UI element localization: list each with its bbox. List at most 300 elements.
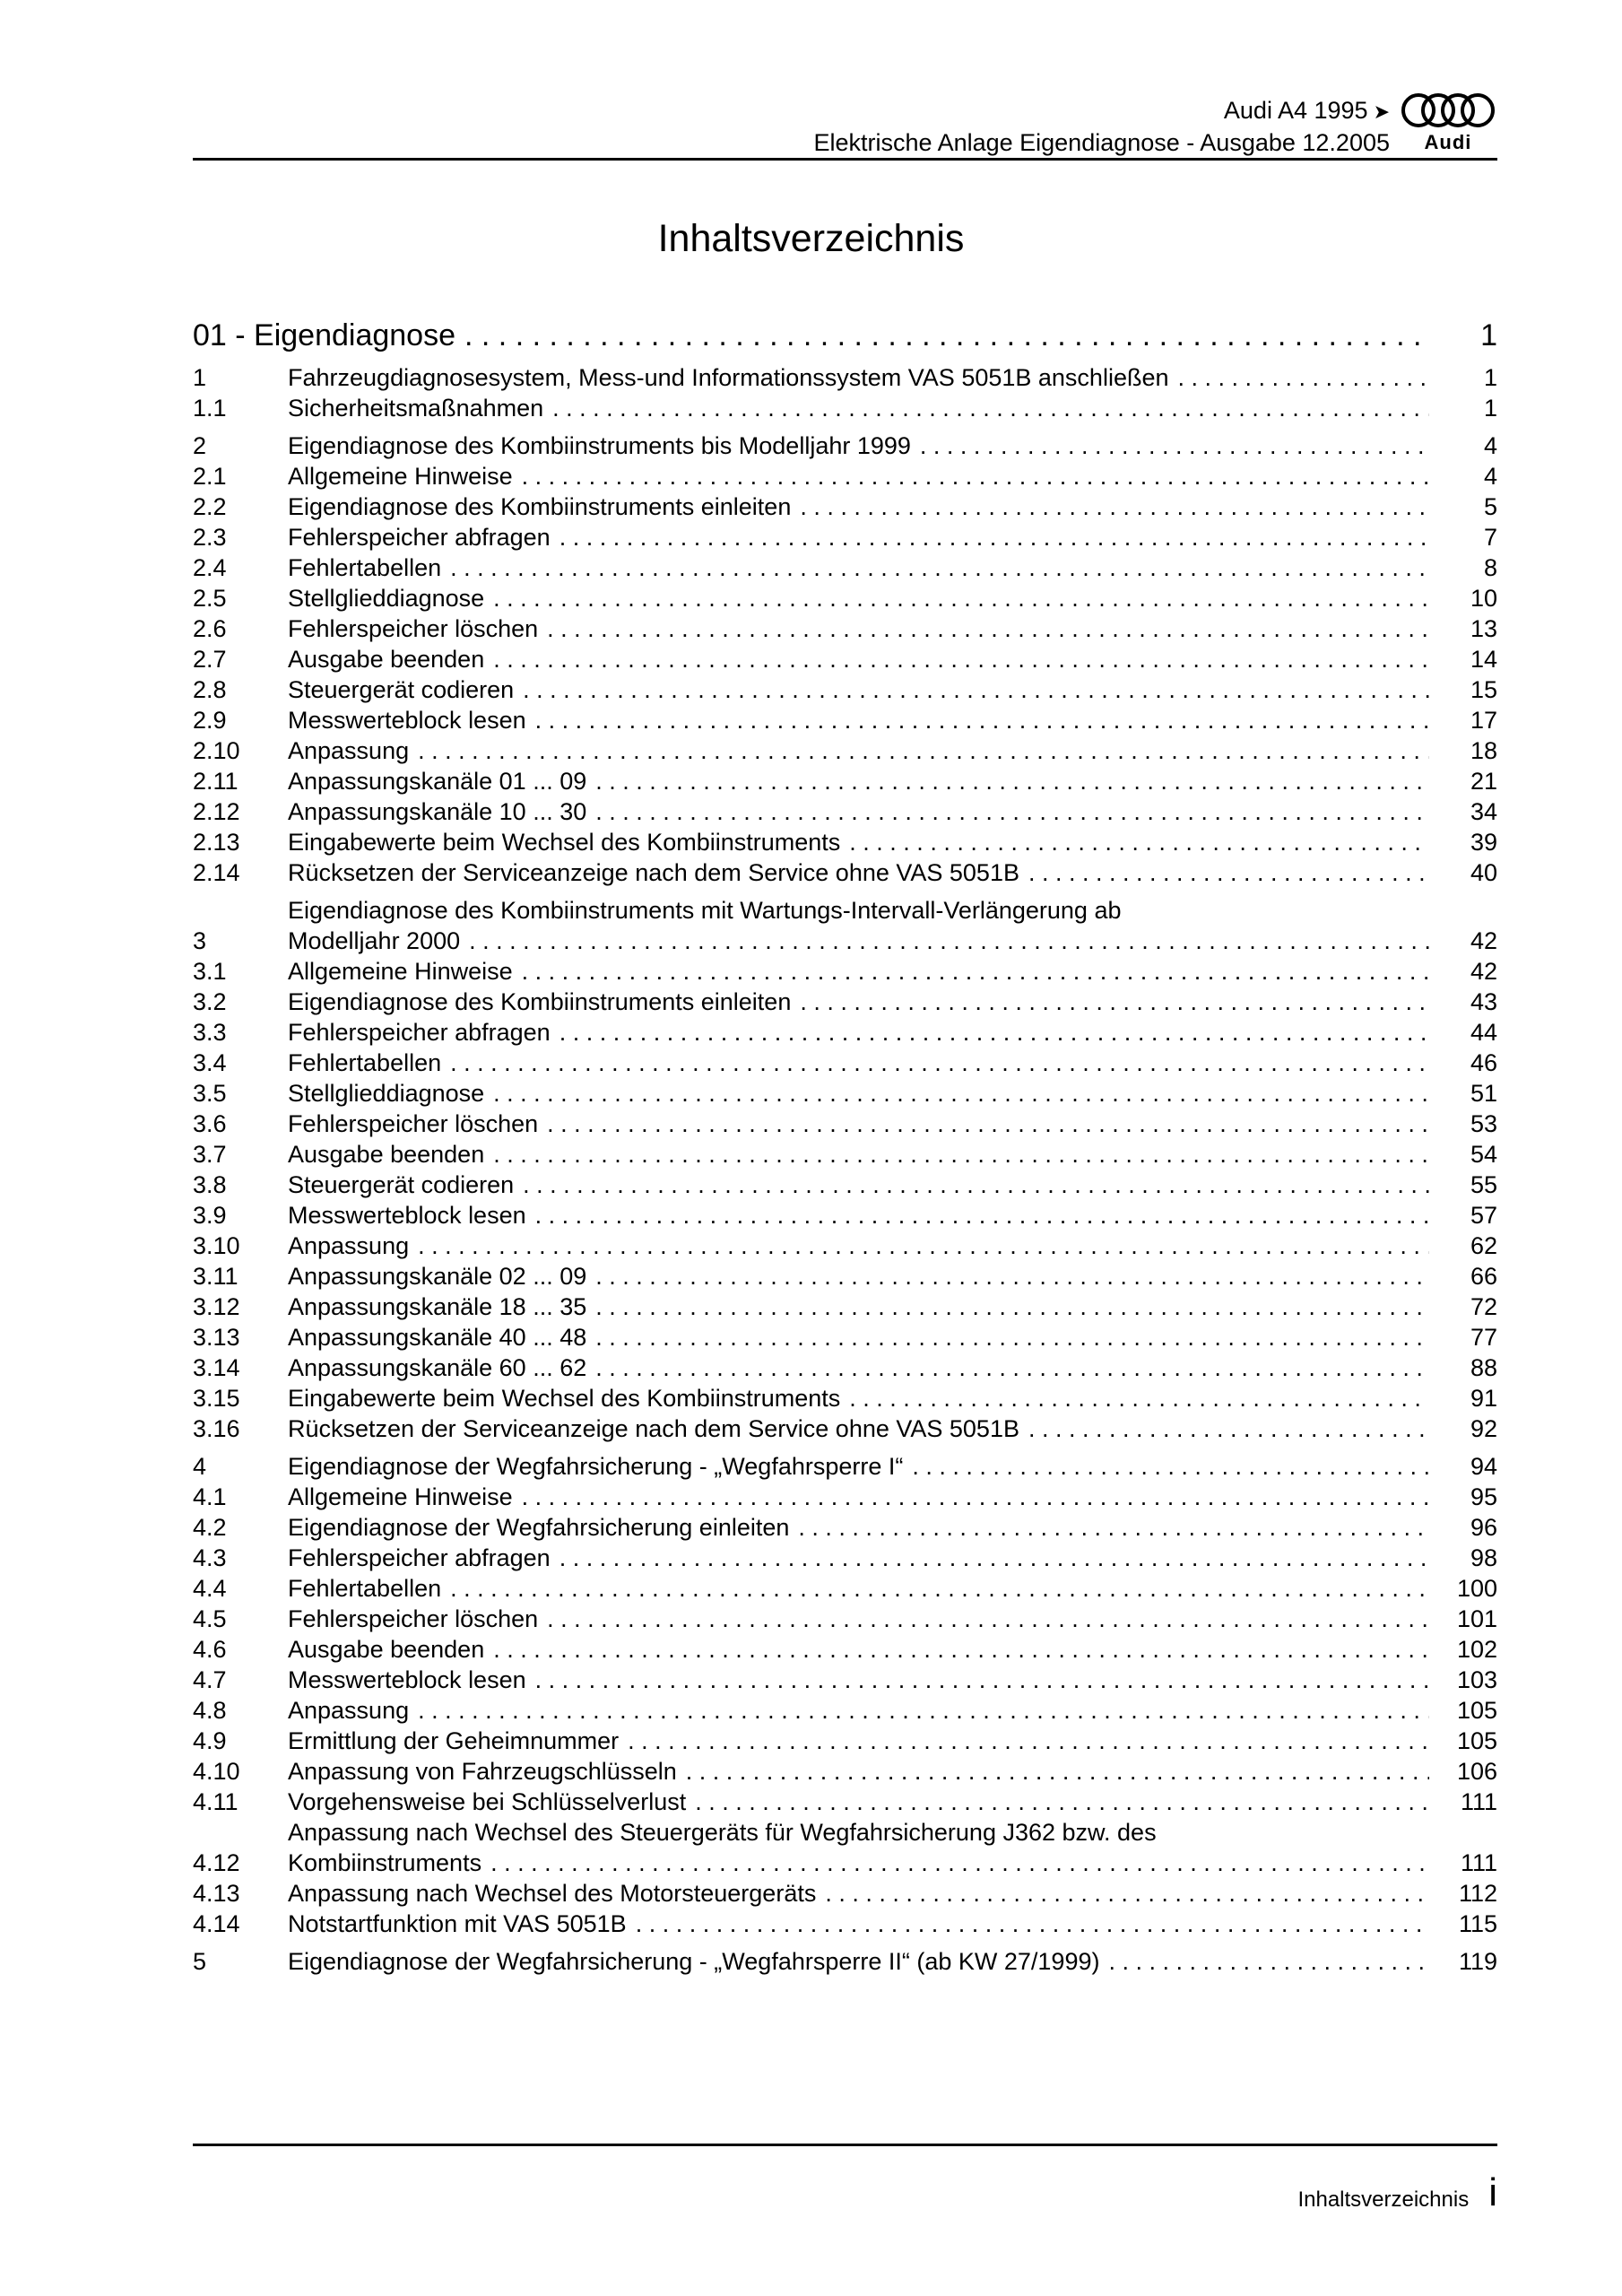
toc-entry-number: 3 <box>193 927 207 954</box>
toc-entry-text <box>288 491 1444 522</box>
dot-leader <box>418 1695 1429 1726</box>
toc-entry-page: 42 <box>1470 958 1497 985</box>
toc-entry-page: 53 <box>1470 1110 1497 1137</box>
toc-entry-label: Eigendiagnose der Wegfahrsicherung einleiten <box>288 1514 790 1541</box>
toc-entry-number: 1.1 <box>193 395 227 422</box>
toc-entry[interactable] <box>193 1634 1497 1665</box>
toc-entry-text <box>288 1078 1444 1109</box>
dot-leader <box>547 1604 1429 1634</box>
toc-chapter-entry[interactable] <box>193 895 1497 956</box>
toc-entry-number: 3.14 <box>193 1354 240 1381</box>
toc-entry-text <box>288 1352 1444 1383</box>
toc-entry-page: 95 <box>1470 1483 1497 1510</box>
logo-wordmark: Audi <box>1424 131 1472 153</box>
toc-entry-number: 4.5 <box>193 1605 227 1632</box>
toc-entry[interactable] <box>193 644 1497 674</box>
toc-entry-label: Steuergerät codieren <box>288 1171 515 1198</box>
toc-entry-page: 100 <box>1456 1575 1497 1602</box>
toc-entry-number: 2.8 <box>193 676 227 703</box>
toc-entry-text <box>288 1817 1444 1878</box>
toc-entry-text <box>288 1604 1444 1634</box>
toc-entry-label: Fahrzeugdiagnosesystem, Mess-und Informationssystem VAS 5051B anschließen <box>288 364 1169 391</box>
toc-entry[interactable] <box>193 1817 1497 1878</box>
toc-entry-page: 106 <box>1456 1758 1497 1785</box>
page-header <box>193 86 1497 158</box>
toc-entry[interactable] <box>193 552 1497 583</box>
toc-entry[interactable] <box>193 857 1497 888</box>
toc-entry[interactable] <box>193 1512 1497 1543</box>
toc-entry-number: 4.3 <box>193 1544 227 1571</box>
toc-entry-text <box>288 1413 1444 1444</box>
toc-entry-label: Ausgabe beenden <box>288 1636 485 1663</box>
dot-leader <box>595 1352 1429 1383</box>
toc-entry-text <box>288 1322 1444 1352</box>
audi-rings-icon <box>1399 91 1497 129</box>
toc-entry[interactable] <box>193 1413 1497 1444</box>
toc-entry-page: 101 <box>1456 1605 1497 1632</box>
toc-entry-text <box>288 613 1444 644</box>
toc-entry-page: 112 <box>1458 1880 1497 1907</box>
toc-chapter-entry[interactable] <box>193 1946 1497 1977</box>
toc-entry-text <box>288 1048 1444 1078</box>
footer-rule <box>193 2144 1497 2146</box>
toc-entry-page: 54 <box>1470 1141 1497 1168</box>
toc-entry-number: 4.13 <box>193 1880 240 1907</box>
toc-entry[interactable] <box>193 522 1497 552</box>
toc-entry-page: 115 <box>1458 1910 1497 1937</box>
toc-entry-text <box>288 735 1444 766</box>
toc-entry-number: 4.9 <box>193 1727 227 1754</box>
toc-entry-page: 21 <box>1470 768 1497 795</box>
toc-entry[interactable] <box>193 491 1497 522</box>
toc-entry-number: 4.8 <box>193 1697 227 1724</box>
toc-entry-number: 2.10 <box>193 737 240 764</box>
toc-entry-label: Eigendiagnose der Wegfahrsicherung - „Wegfahrsperre II“ (ab KW 27/1999) <box>288 1948 1100 1975</box>
toc-entry-text <box>288 1261 1444 1292</box>
toc-entry-label: Fehlerspeicher löschen <box>288 1605 539 1632</box>
toc-entry-page: 96 <box>1470 1514 1497 1541</box>
toc-entry-text <box>288 583 1444 613</box>
toc-entry-text <box>288 1482 1444 1512</box>
toc-entry-text <box>288 1878 1444 1909</box>
toc-entry-page: 46 <box>1470 1049 1497 1076</box>
toc-entry-label: Fehlerspeicher löschen <box>288 615 539 642</box>
toc-entry-page: 105 <box>1456 1697 1497 1724</box>
toc-entry-label: Fehlertabellen <box>288 1049 442 1076</box>
toc-entry-text <box>288 644 1444 674</box>
toc-entry[interactable] <box>193 1200 1497 1231</box>
dot-leader <box>493 1139 1429 1170</box>
dot-leader <box>800 491 1429 522</box>
toc-entry[interactable] <box>193 956 1497 987</box>
toc-top-page: 1 <box>1480 318 1497 352</box>
toc-entry-page: 91 <box>1470 1385 1497 1412</box>
toc-entry-page: 40 <box>1470 859 1497 886</box>
dot-leader <box>552 393 1429 423</box>
toc-entry-number: 4.2 <box>193 1514 227 1541</box>
dot-leader <box>547 613 1429 644</box>
toc-entry-text <box>288 1231 1444 1261</box>
toc-entry-label: Messwerteblock lesen <box>288 707 526 734</box>
dot-leader <box>493 1634 1429 1665</box>
toc-entry-label: Fehlerspeicher abfragen <box>288 524 551 551</box>
toc-entry-label: Ermittlung der Geheimnummer <box>288 1727 620 1754</box>
dot-leader <box>636 1909 1429 1939</box>
dot-leader <box>912 1451 1429 1482</box>
toc-entry-label-continued: Modelljahr 2000 <box>288 927 461 954</box>
toc-entry-number: 2.14 <box>193 859 240 886</box>
toc-entry-page: 17 <box>1470 707 1497 734</box>
dot-leader <box>523 674 1429 705</box>
toc-entry[interactable] <box>193 674 1497 705</box>
toc-entry[interactable] <box>193 1695 1497 1726</box>
toc-entry-label: Anpassungskanäle 40 ... 48 <box>288 1324 587 1351</box>
toc-entry-label: Sicherheitsmaßnahmen <box>288 395 544 422</box>
dot-leader <box>849 827 1429 857</box>
toc-entry[interactable] <box>193 987 1497 1017</box>
toc-entry[interactable] <box>193 1322 1497 1352</box>
toc-entry-page: 10 <box>1470 585 1497 612</box>
toc-entry-page: 88 <box>1470 1354 1497 1381</box>
toc-entry-label: Stellglieddiagnose <box>288 1080 485 1107</box>
toc-entry-label: Eingabewerte beim Wechsel des Kombiinstruments <box>288 829 841 856</box>
toc-entry-label: Eigendiagnose des Kombiinstruments bis Modelljahr 1999 <box>288 432 911 459</box>
dot-leader <box>1108 1946 1429 1977</box>
dot-leader <box>595 766 1429 796</box>
toc-entry-page: 72 <box>1470 1293 1497 1320</box>
toc-entry-number: 4.4 <box>193 1575 227 1602</box>
toc-entry[interactable] <box>193 827 1497 857</box>
toc-entry-number: 4.12 <box>193 1849 240 1876</box>
toc-entry-label: Anpassung nach Wechsel des Steuergeräts für Wegfahrsicherung J362 bzw. des <box>288 1819 1157 1846</box>
toc-entry-page: 4 <box>1483 432 1497 459</box>
toc-entry-label: Eingabewerte beim Wechsel des Kombiinstruments <box>288 1385 841 1412</box>
toc-entry[interactable] <box>193 613 1497 644</box>
toc-entry-page: 4 <box>1483 463 1497 490</box>
toc-entry[interactable] <box>193 1109 1497 1139</box>
dot-leader <box>450 1573 1429 1604</box>
toc-entry-label: Fehlertabellen <box>288 1575 442 1602</box>
toc-entry[interactable] <box>193 1543 1497 1573</box>
toc-entry-label: Anpassungskanäle 18 ... 35 <box>288 1293 587 1320</box>
toc-entry-label: Anpassungskanäle 02 ... 09 <box>288 1263 587 1290</box>
toc-entry[interactable] <box>193 1352 1497 1383</box>
toc-entry-page: 111 <box>1460 1788 1497 1815</box>
toc-entry-number: 3.8 <box>193 1171 227 1198</box>
toc-entry-page: 92 <box>1470 1415 1497 1442</box>
dot-leader <box>595 1322 1429 1352</box>
toc-entry[interactable] <box>193 705 1497 735</box>
toc-entry-label: Stellglieddiagnose <box>288 585 485 612</box>
dot-leader <box>418 735 1429 766</box>
dot-leader <box>825 1878 1429 1909</box>
toc-entry-number: 3.10 <box>193 1232 240 1259</box>
toc-entry-label: Anpassung von Fahrzeugschlüsseln <box>288 1758 677 1785</box>
toc-entry-page: 77 <box>1470 1324 1497 1351</box>
header-text <box>814 95 1390 158</box>
toc-entry-label: Messwerteblock lesen <box>288 1202 526 1229</box>
toc-entry-text <box>288 1292 1444 1322</box>
dot-leader <box>798 1512 1429 1543</box>
toc-entry-text <box>288 857 1444 888</box>
toc-entry-label: Anpassung <box>288 737 410 764</box>
dot-leader <box>686 1756 1429 1787</box>
toc-top-label: 01 - Eigendiagnose <box>193 318 456 352</box>
dot-leader <box>595 796 1429 827</box>
toc-entry[interactable] <box>193 1787 1497 1817</box>
toc-entry[interactable] <box>193 1756 1497 1787</box>
toc-entry-page: 7 <box>1483 524 1497 551</box>
toc-entry-text <box>288 393 1444 423</box>
toc-entry-page: 105 <box>1456 1727 1497 1754</box>
toc-entry[interactable] <box>193 1292 1497 1322</box>
toc-entry[interactable] <box>193 1482 1497 1512</box>
toc-entry-number: 3.1 <box>193 958 227 985</box>
toc-entry-number: 4.14 <box>193 1910 240 1937</box>
toc-chapter-entry[interactable] <box>193 362 1497 393</box>
toc-entry-number: 2.13 <box>193 829 240 856</box>
toc-entry-label: Ausgabe beenden <box>288 646 485 673</box>
toc-entry-label: Anpassungskanäle 10 ... 30 <box>288 798 587 825</box>
page-title: Inhaltsverzeichnis <box>657 217 965 260</box>
dot-leader <box>547 1109 1429 1139</box>
toc-entry-text <box>288 1787 1444 1817</box>
dot-leader <box>595 1292 1429 1322</box>
dot-leader <box>522 956 1429 987</box>
toc-entry[interactable] <box>193 1573 1497 1604</box>
toc-entry-page: 42 <box>1470 927 1497 954</box>
toc-entry-number: 2.3 <box>193 524 227 551</box>
toc-entry-number: 2 <box>193 432 207 459</box>
toc-entry[interactable] <box>193 1078 1497 1109</box>
toc-entry-text <box>288 1451 1444 1482</box>
toc-chapter-entry[interactable] <box>193 1451 1497 1482</box>
toc-entry-number: 2.9 <box>193 707 227 734</box>
toc-entry-text <box>288 1200 1444 1231</box>
toc-entry-number: 1 <box>193 364 207 391</box>
toc-entry-page: 15 <box>1470 676 1497 703</box>
toc-entry-text <box>288 1383 1444 1413</box>
toc-entry[interactable] <box>193 1604 1497 1634</box>
toc-entry-label: Allgemeine Hinweise <box>288 958 513 985</box>
toc-entry-text <box>288 1017 1444 1048</box>
toc-entry-number: 4.1 <box>193 1483 227 1510</box>
toc-entry-number: 2.12 <box>193 798 240 825</box>
toc-entry-label: Anpassungskanäle 01 ... 09 <box>288 768 587 795</box>
toc-entry-page: 66 <box>1470 1263 1497 1290</box>
toc-entry-number: 2.6 <box>193 615 227 642</box>
toc-entry-label: Rücksetzen der Serviceanzeige nach dem Service ohne VAS 5051B <box>288 859 1019 886</box>
toc-entry-page: 98 <box>1470 1544 1497 1571</box>
toc-entry[interactable] <box>193 1878 1497 1909</box>
toc-entry-number: 3.3 <box>193 1019 227 1046</box>
toc-entry-label-continued: Kombiinstruments <box>288 1849 482 1876</box>
header-rule <box>193 158 1497 161</box>
dot-leader <box>523 1170 1429 1200</box>
dot-leader <box>559 1017 1429 1048</box>
toc-entry-page: 44 <box>1470 1019 1497 1046</box>
toc-entry-label: Eigendiagnose des Kombiinstruments mit Wartungs-Intervall-Verlängerung ab <box>288 897 1122 924</box>
toc-top-entry[interactable] <box>193 316 1497 355</box>
dot-leader <box>535 1200 1429 1231</box>
toc-entry-label: Vorgehensweise bei Schlüsselverlust <box>288 1788 687 1815</box>
dot-leader <box>535 1665 1429 1695</box>
dot-leader <box>490 1848 1429 1878</box>
toc-entry-text <box>288 956 1444 987</box>
toc-entry[interactable] <box>193 1231 1497 1261</box>
toc-entry-text <box>288 522 1444 552</box>
toc-entry-text <box>288 1909 1444 1939</box>
toc-entry-number: 4.11 <box>193 1788 239 1815</box>
toc-entry[interactable] <box>193 1383 1497 1413</box>
dot-leader <box>800 987 1429 1017</box>
toc-entry-number: 4.6 <box>193 1636 227 1663</box>
toc-entry-text <box>288 430 1444 461</box>
toc-entry-page: 103 <box>1456 1666 1497 1693</box>
toc-entry-text <box>288 362 1444 393</box>
toc-entry-text <box>288 1170 1444 1200</box>
toc-entry[interactable] <box>193 1017 1497 1048</box>
toc-entry-number: 3.13 <box>193 1324 240 1351</box>
toc-entry-number: 3.11 <box>193 1263 239 1290</box>
toc-entry-page: 55 <box>1470 1171 1497 1198</box>
toc-entry-text <box>288 1543 1444 1573</box>
toc-entry[interactable] <box>193 583 1497 613</box>
toc-entry-label: Allgemeine Hinweise <box>288 1483 513 1510</box>
dot-leader <box>493 1078 1429 1109</box>
toc-entry-number: 3.15 <box>193 1385 240 1412</box>
dot-leader <box>469 926 1429 956</box>
toc-entry-label: Eigendiagnose des Kombiinstruments einleiten <box>288 988 792 1015</box>
toc-entry-number: 4.10 <box>193 1758 240 1785</box>
toc-entry-text <box>288 1139 1444 1170</box>
toc-entry-text <box>288 1109 1444 1139</box>
dot-leader <box>559 1543 1429 1573</box>
toc-entry-page: 34 <box>1470 798 1497 825</box>
toc-entry-text <box>288 895 1444 956</box>
toc-entry-text <box>288 1665 1444 1695</box>
toc-entry-text <box>288 1695 1444 1726</box>
toc-entry[interactable] <box>193 393 1497 423</box>
toc-entry-label: Anpassungskanäle 60 ... 62 <box>288 1354 587 1381</box>
toc-entry-page: 5 <box>1483 493 1497 520</box>
toc-entry-page: 18 <box>1470 737 1497 764</box>
dot-leader <box>522 461 1429 491</box>
dot-leader <box>1028 857 1429 888</box>
dot-leader <box>450 552 1429 583</box>
toc-entry-label: Fehlerspeicher abfragen <box>288 1019 551 1046</box>
toc-entry[interactable] <box>193 1261 1497 1292</box>
toc-entry-page: 1 <box>1483 395 1497 422</box>
toc-entry-number: 4.7 <box>193 1666 227 1693</box>
toc-entry-number: 3.2 <box>193 988 227 1015</box>
dot-leader <box>493 644 1429 674</box>
dot-leader <box>559 522 1429 552</box>
toc-entry-label: Notstartfunktion mit VAS 5051B <box>288 1910 627 1937</box>
toc-entry-page: 57 <box>1470 1202 1497 1229</box>
toc-entry-text <box>288 1512 1444 1543</box>
toc-entry-text <box>288 461 1444 491</box>
toc-entry-text <box>288 1726 1444 1756</box>
toc-entry-number: 3.12 <box>193 1293 240 1320</box>
toc-entry-label: Anpassung <box>288 1232 410 1259</box>
dot-leader <box>695 1787 1429 1817</box>
toc-entry-number: 2.7 <box>193 646 227 673</box>
footer-page-number: i <box>1488 2170 1497 2214</box>
toc-entry[interactable] <box>193 796 1497 827</box>
toc-entry-text <box>288 827 1444 857</box>
toc-entry[interactable] <box>193 1726 1497 1756</box>
toc-entry-text <box>288 552 1444 583</box>
dot-leader <box>920 430 1429 461</box>
header-subtitle: Elektrische Anlage Eigendiagnose - Ausgabe 12.2005 <box>813 129 1390 156</box>
toc-entry-page: 51 <box>1470 1080 1497 1107</box>
toc-entry-number: 2.1 <box>193 463 227 490</box>
toc-entry-number: 2.11 <box>193 768 239 795</box>
toc-entry[interactable] <box>193 1139 1497 1170</box>
toc-entry-page: 39 <box>1470 829 1497 856</box>
footer-label: Inhaltsverzeichnis <box>1297 2187 1470 2212</box>
toc-entry-page: 8 <box>1483 554 1497 581</box>
toc-entry-text <box>288 766 1444 796</box>
toc-entry-number: 3.16 <box>193 1415 240 1442</box>
dot-leader <box>418 1231 1429 1261</box>
toc-entry[interactable] <box>193 1048 1497 1078</box>
toc-entry-text <box>288 705 1444 735</box>
toc-entry-label: Fehlerspeicher löschen <box>288 1110 539 1137</box>
toc-entry-page: 1 <box>1483 364 1497 391</box>
toc-entry[interactable] <box>193 735 1497 766</box>
toc-entry-label: Fehlerspeicher abfragen <box>288 1544 551 1571</box>
toc-entry-text <box>288 1756 1444 1787</box>
toc-entry-page: 62 <box>1470 1232 1497 1259</box>
toc-entry-page: 119 <box>1458 1948 1497 1975</box>
toc-entry[interactable] <box>193 1909 1497 1939</box>
toc-entry-number: 3.5 <box>193 1080 227 1107</box>
table-of-contents <box>193 316 1497 1977</box>
toc-entry-label: Messwerteblock lesen <box>288 1666 526 1693</box>
toc-entry-text <box>288 1573 1444 1604</box>
dot-leader <box>450 1048 1429 1078</box>
toc-entry-number: 2.4 <box>193 554 227 581</box>
toc-entry-number: 3.6 <box>193 1110 227 1137</box>
toc-entry-page: 43 <box>1470 988 1497 1015</box>
dot-leader <box>522 1482 1429 1512</box>
toc-entry-label: Anpassung <box>288 1697 410 1724</box>
toc-entry[interactable] <box>193 1665 1497 1695</box>
toc-entry-number: 5 <box>193 1948 207 1975</box>
arrow-icon: ➤ <box>1373 100 1390 123</box>
dot-leader <box>535 705 1429 735</box>
toc-entry-text <box>288 796 1444 827</box>
toc-chapter-entry[interactable] <box>193 430 1497 461</box>
toc-entry[interactable] <box>193 766 1497 796</box>
dot-leader <box>849 1383 1429 1413</box>
toc-entry-page: 102 <box>1456 1636 1497 1663</box>
header-model-line <box>814 95 1390 127</box>
audi-logo <box>1399 91 1497 154</box>
dot-leader <box>595 1261 1429 1292</box>
toc-entry[interactable] <box>193 461 1497 491</box>
toc-entry-label: Steuergerät codieren <box>288 676 515 703</box>
toc-entry-number: 4 <box>193 1453 207 1480</box>
dot-leader <box>493 583 1429 613</box>
toc-entry[interactable] <box>193 1170 1497 1200</box>
toc-entry-label: Eigendiagnose der Wegfahrsicherung - „Wegfahrsperre I“ <box>288 1453 904 1480</box>
toc-entry-page: 13 <box>1470 615 1497 642</box>
toc-entry-page: 94 <box>1470 1453 1497 1480</box>
toc-entry-page: 111 <box>1460 1849 1497 1876</box>
